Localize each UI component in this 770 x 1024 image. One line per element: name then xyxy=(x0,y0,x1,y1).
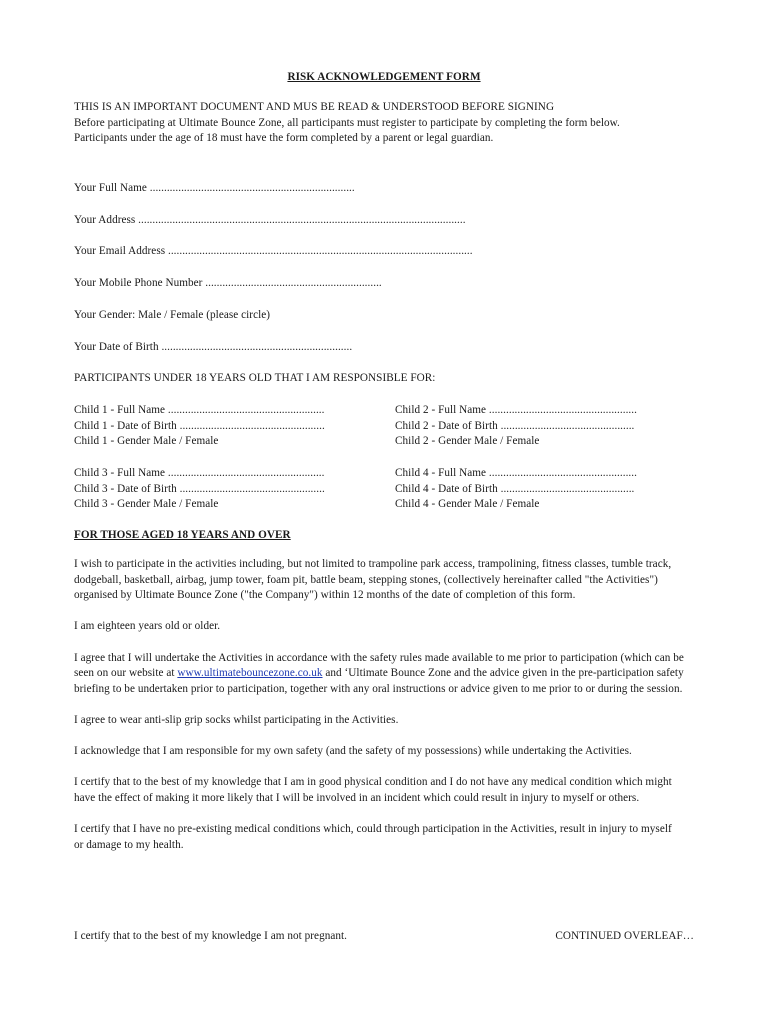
activities-paragraph: I wish to participate in the activities including, but not limited to trampoline park access, trampolining, fitness classes, tumble track, dodgeball, basketball, airbag, jump tower, foam pit, battle beam, stepping stones, (collectively hereinafter called "the Activities") organised by Ultimate Bounce Zone ("the Company") within 12 months of the date of completion of this form. xyxy=(74,558,672,602)
email-field[interactable]: Your Email Address ........................................................................................................... xyxy=(74,245,473,257)
safety-rules-text-end: and ‘Ultimate Bounce Zone and the advice given in the pre-participation safety briefing to be undertaken prior to participation, together with any oral instructions or advice given to me prior to or during the session. xyxy=(74,667,684,695)
website-link[interactable]: www.ultimatebouncezone.co.uk xyxy=(177,667,323,680)
child-1-block xyxy=(74,403,325,450)
physical-condition-declaration: I certify that to the best of my knowledge that I am in good physical condition and I do not have any medical condition which might have the effect of making it more likely that I will be involved in an incident which could result in injury to myself or others. xyxy=(74,776,672,804)
child-2-dob-field[interactable]: Child 2 - Date of Birth ............................................... xyxy=(395,419,635,432)
final-row xyxy=(74,929,694,945)
child-3-dob-field[interactable]: Child 3 - Date of Birth ................................................... xyxy=(74,482,325,495)
child-2-block xyxy=(395,403,637,450)
intro-block xyxy=(74,100,684,147)
child-4-dob-field[interactable]: Child 4 - Date of Birth ............................................... xyxy=(395,482,635,495)
form-title: RISK ACKNOWLEDGEMENT FORM xyxy=(287,71,481,83)
child-3-name-field[interactable]: Child 3 - Full Name ....................................................... xyxy=(74,467,325,479)
child-1-name-field[interactable]: Child 1 - Full Name ....................................................... xyxy=(74,404,325,416)
grip-socks-declaration: I agree to wear anti-slip grip socks whilst participating in the Activities. xyxy=(74,713,399,726)
medical-conditions-declaration: I certify that I have no pre-existing medical conditions which, could through participation in the Activities, result in injury to myself or damage to my health. xyxy=(74,823,672,851)
registration-instructions: Before participating at Ultimate Bounce Zone, all participants must register to participate by completing the form below. xyxy=(74,116,620,129)
adults-section-heading: FOR THOSE AGED 18 YEARS AND OVER xyxy=(74,529,291,541)
safety-rules-paragraph xyxy=(74,651,684,698)
child-2-name-field[interactable]: Child 2 - Full Name .................................................... xyxy=(395,404,637,416)
continued-overleaf: CONTINUED OVERLEAF… xyxy=(555,930,694,942)
declarations xyxy=(74,557,684,869)
age-declaration: I am eighteen years old or older. xyxy=(74,620,221,633)
responsibility-declaration: I acknowledge that I am responsible for my own safety (and the safety of my possessions) while undertaking the Activities. xyxy=(74,745,632,758)
pregnancy-declaration: I certify that to the best of my knowledge I am not pregnant. xyxy=(74,930,348,942)
child-2-gender-field[interactable]: Child 2 - Gender Male / Female xyxy=(395,435,540,448)
gender-field[interactable]: Your Gender: Male / Female (please circle) xyxy=(74,309,271,321)
mobile-field[interactable]: Your Mobile Phone Number .............................................................. xyxy=(74,277,382,289)
child-4-block xyxy=(395,466,637,513)
child-1-gender-field[interactable]: Child 1 - Gender Male / Female xyxy=(74,435,219,448)
safety-rules-text-start: I agree that I will undertake the Activities in accordance with the safety rules made available to me prior to participation (which can be seen on our website at xyxy=(74,651,684,680)
child-4-name-field[interactable]: Child 4 - Full Name .................................................... xyxy=(395,467,637,479)
address-field[interactable]: Your Address ................................................................................................................... xyxy=(74,214,466,226)
important-notice: THIS IS AN IMPORTANT DOCUMENT AND MUS BE READ & UNDERSTOOD BEFORE SIGNING xyxy=(74,101,555,113)
child-4-gender-field[interactable]: Child 4 - Gender Male / Female xyxy=(395,498,540,511)
full-name-field[interactable]: Your Full Name ........................................................................ xyxy=(74,182,355,194)
guardian-note: Participants under the age of 18 must have the form completed by a parent or legal guardian. xyxy=(74,132,494,145)
child-3-block xyxy=(74,466,325,513)
child-1-dob-field[interactable]: Child 1 - Date of Birth ................................................... xyxy=(74,419,325,432)
children-heading: PARTICIPANTS UNDER 18 YEARS OLD THAT I AM RESPONSIBLE FOR: xyxy=(74,372,436,384)
child-3-gender-field[interactable]: Child 3 - Gender Male / Female xyxy=(74,498,219,511)
dob-field[interactable]: Your Date of Birth ................................................................... xyxy=(74,341,353,353)
